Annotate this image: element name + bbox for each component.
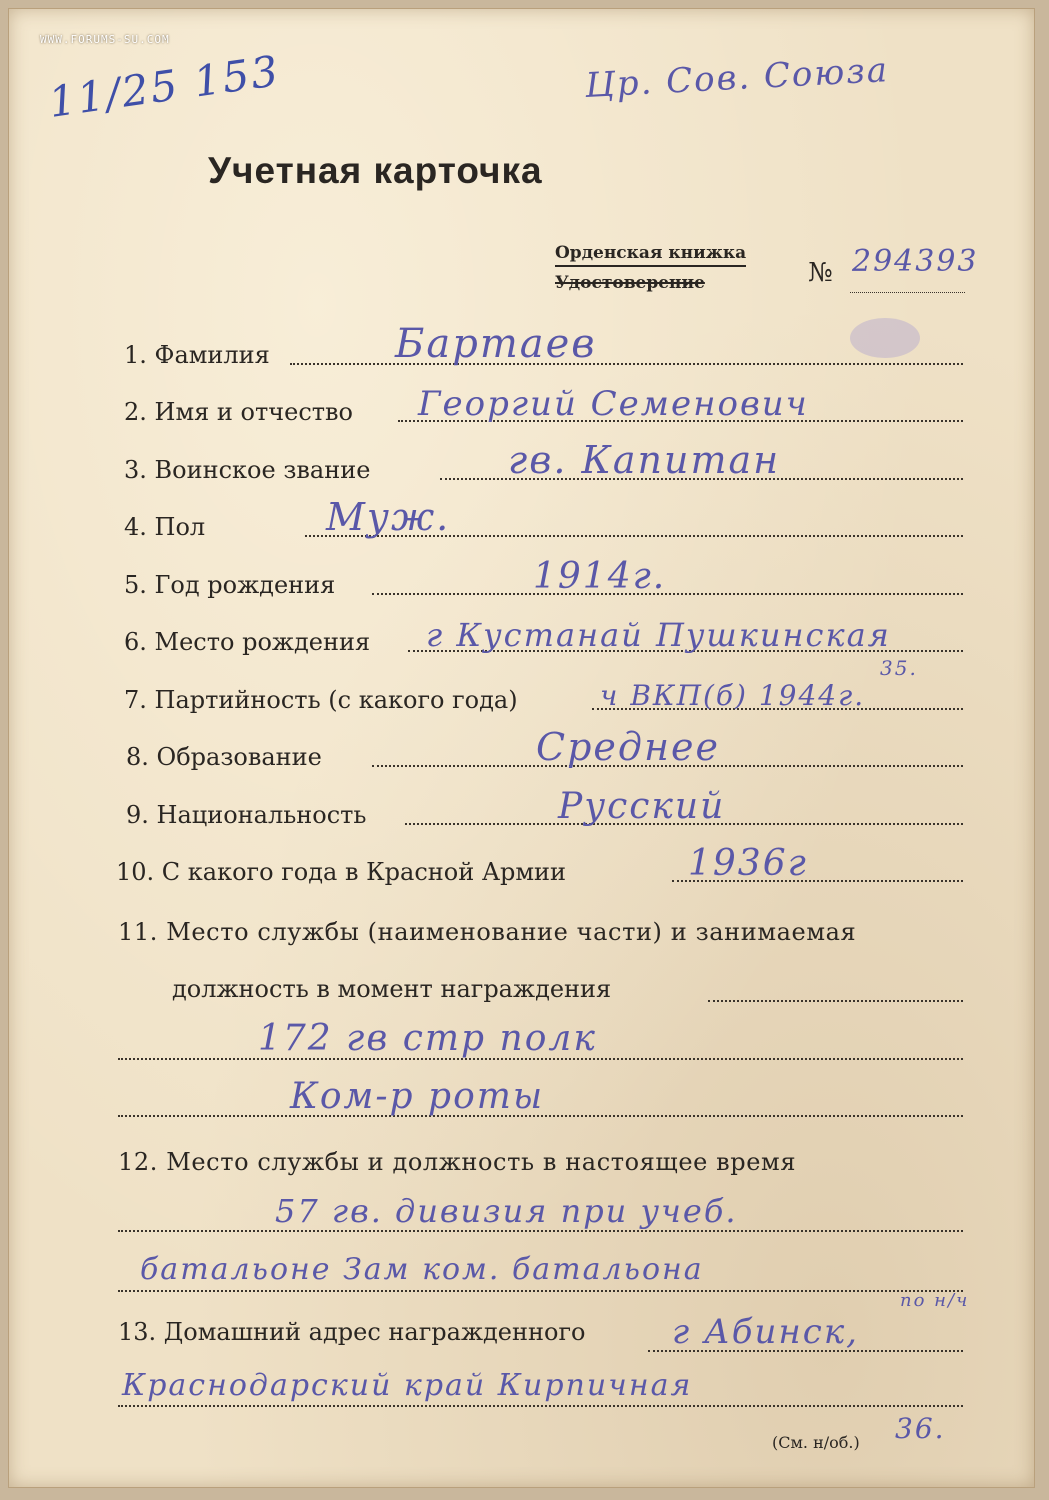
field-12-value-note: по н/ч — [900, 1290, 970, 1311]
field-handwritten-value: Бартаев — [395, 321, 597, 367]
corner-note-top-left: 11/25 153 — [45, 46, 283, 127]
field-row — [0, 843, 1049, 892]
field-12-value-line1: 57 гв. дивизия при учеб. — [275, 1192, 738, 1230]
field-12-line1 — [118, 1230, 963, 1232]
field-label: 8. Образование — [126, 743, 322, 771]
award-book-label: Орденская книжка — [555, 243, 746, 267]
field-label: 9. Национальность — [126, 801, 367, 829]
corner-note-top-right: Цр. Сов. Союза — [584, 50, 890, 106]
field-row — [0, 556, 1049, 605]
field-handwritten-value: гв. Капитан — [508, 438, 781, 482]
number-underline — [850, 292, 965, 293]
field-row — [0, 384, 1049, 432]
field-handwritten-value: 1914г. — [533, 556, 667, 597]
field-11-label-line2: должность в момент награждения — [172, 975, 612, 1003]
field-12-line2 — [118, 1290, 963, 1292]
award-book-block — [555, 243, 746, 293]
field-row — [0, 495, 1049, 547]
field-label: 3. Воинское звание — [124, 456, 371, 484]
field-12-label: 12. Место службы и должность в настоящее время — [118, 1148, 797, 1176]
field-handwritten-value: ч ВКП(б) 1944г. — [600, 679, 866, 712]
field-row — [0, 786, 1049, 835]
award-number: 294393 — [852, 244, 979, 279]
field-13-line1 — [118, 1405, 963, 1407]
field-13-value-line1: г Абинск, — [672, 1312, 859, 1352]
see-reverse-note: (См. н/об.) — [772, 1433, 860, 1452]
field-13-value-note: 36. — [895, 1412, 946, 1445]
field-13-value-line2: Краснодарский край Кирпичная — [122, 1368, 693, 1403]
field-13-label: 13. Домашний адрес награжденного — [118, 1318, 586, 1346]
number-sign: № — [808, 258, 833, 288]
field-row — [0, 438, 1049, 490]
field-handwritten-value: Муж. — [326, 495, 451, 539]
field-label: 4. Пол — [124, 513, 206, 541]
field-row — [0, 725, 1049, 777]
page-title: Учетная карточка — [208, 150, 543, 191]
field-label: 1. Фамилия — [124, 341, 270, 369]
field-row — [0, 656, 1049, 720]
field-handwritten-value: Среднее — [536, 725, 720, 769]
field-fill-line — [372, 593, 963, 595]
certificate-label: Удостоверение — [555, 273, 705, 293]
field-label: 6. Место рождения — [124, 628, 371, 656]
field-handwritten-value: 1936г — [688, 843, 808, 884]
field-handwritten-value: г Кустанай Пушкинская — [426, 616, 891, 654]
field-label: 5. Год рождения — [124, 571, 336, 599]
watermark: WWW.FORUMS-SU.COM — [40, 33, 170, 46]
field-11-label-line1: 11. Место службы (наименование части) и занимаемая — [118, 918, 857, 946]
field-label: 10. С какого года в Красной Армии — [116, 858, 567, 886]
field-label: 2. Имя и отчество — [124, 398, 353, 426]
field-11-line0 — [708, 1000, 963, 1002]
field-handwritten-note: 35. — [880, 656, 918, 680]
field-row — [0, 321, 1049, 375]
field-11-value-line2: Ком-р роты — [290, 1076, 545, 1117]
field-fill-line — [290, 363, 963, 365]
field-11-value-line1: 172 гв стр полк — [258, 1018, 597, 1059]
field-handwritten-value: Георгий Семенович — [418, 384, 809, 424]
field-handwritten-value: Русский — [558, 786, 726, 827]
field-label: 7. Партийность (с какого года) — [124, 686, 518, 714]
field-12-value-line2: батальоне Зам ком. батальона — [140, 1252, 704, 1287]
